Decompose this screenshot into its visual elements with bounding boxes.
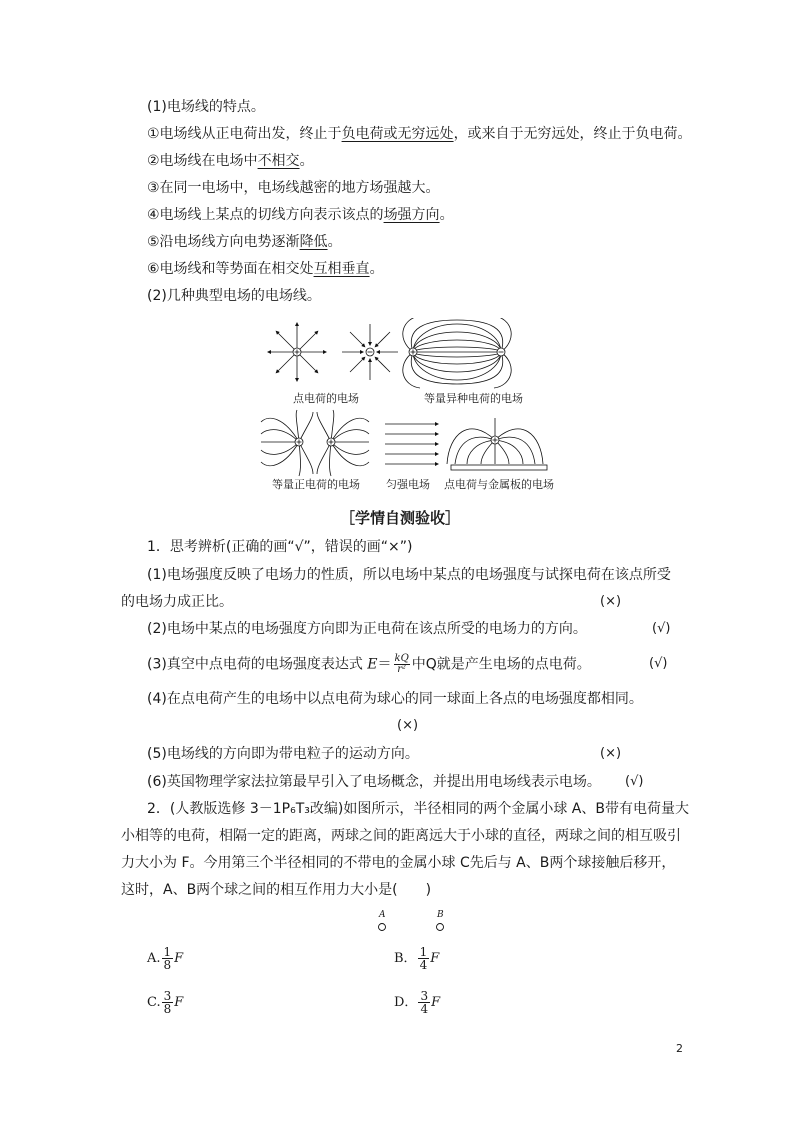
answer-mark: (×) <box>600 746 622 761</box>
page-number: 2 <box>676 1042 683 1055</box>
fraction-numerator: 1 <box>163 945 172 959</box>
question-text: 小相等的电荷，相隔一定的距离，两球之间的距离远大于小球的直径，两球之间的相互吸引 <box>121 828 681 844</box>
uniform-field-diagram <box>385 424 437 464</box>
item-text: ①电场线从正电荷出发，终止于 <box>147 126 342 142</box>
negative-charge-diagram <box>342 324 398 380</box>
item-text: 。 <box>439 207 454 223</box>
statement-text: (2)电场中某点的电场强度方向即为正电荷在该点所受的电场力的方向。 <box>147 621 587 637</box>
fraction-denominator: 4 <box>420 1002 429 1016</box>
item-text: ③在同一电场中，电场线越密的地方场强越大。 <box>147 180 440 196</box>
option-unit: F <box>174 995 184 1010</box>
question-text: 2．(人教版选修 3－1P₆T₃改编)如图所示，半径相同的两个金属小球 A、B带有电荷量大 <box>147 801 689 817</box>
underlined-answer: 负电荷或无穷远处 <box>341 126 454 142</box>
underlined-answer: 场强方向 <box>383 207 440 223</box>
fraction-denominator: 8 <box>163 1002 172 1016</box>
item-text: ②电场线在电场中 <box>147 153 258 169</box>
fraction-numerator: 3 <box>420 989 429 1003</box>
option-fraction <box>418 990 430 1015</box>
formula-fraction <box>394 654 410 675</box>
fraction-denominator: 4 <box>419 958 428 972</box>
feature-item <box>147 205 454 225</box>
caption-charge-plate: 点电荷与金属板的电场 <box>444 478 554 491</box>
underlined-answer: 降低 <box>299 234 328 250</box>
option-fraction <box>162 990 174 1015</box>
item-text: 。 <box>327 234 342 250</box>
formula-variable: E <box>367 656 378 673</box>
option-unit: F <box>174 951 184 966</box>
item-text: 。 <box>299 153 314 169</box>
ball-a-label: A <box>379 910 386 920</box>
answer-mark: (√) <box>649 656 668 671</box>
selftest-title: ［学情自测验收］ <box>340 509 461 527</box>
fraction-denominator: 8 <box>163 958 172 972</box>
item-text: ⑥电场线和等势面在相交处 <box>147 261 314 277</box>
caption-uniform-field: 匀强电场 <box>386 478 430 491</box>
answer-mark: (√) <box>625 774 644 789</box>
option-label: B． <box>394 951 417 966</box>
fraction-numerator: 3 <box>163 989 172 1003</box>
section-heading: (1)电场线的特点。 <box>147 99 265 115</box>
underlined-answer: 不相交 <box>257 153 300 169</box>
statement-text: (3)真空中点电荷的电场强度表达式 <box>147 656 368 673</box>
item-text: 。 <box>369 261 384 277</box>
unlike-charges-diagram <box>403 318 511 388</box>
fraction-numerator: 1 <box>419 945 428 959</box>
statement-text: 的电场力成正比。 <box>121 594 233 610</box>
option-a[interactable] <box>147 946 183 971</box>
item-text: ⑤沿电场线方向电势逐渐 <box>147 234 300 250</box>
feature-item <box>147 259 384 279</box>
statement-text: 中Q就是产生电场的点电荷。 <box>411 656 591 673</box>
option-unit: F <box>430 951 440 966</box>
ball-b-label: B <box>437 910 444 920</box>
question-text: 这时，A、B两个球之间的相互作用力大小是( ) <box>121 882 432 898</box>
fraction-numerator: kQ <box>394 653 409 664</box>
section-heading: (2)几种典型电场的电场线。 <box>147 288 321 304</box>
positive-charge-diagram <box>269 324 325 380</box>
statement-formula <box>147 654 591 675</box>
answer-mark: (×) <box>600 594 622 609</box>
option-b[interactable] <box>394 946 439 971</box>
ball-a <box>379 924 386 931</box>
caption-like-charges: 等量正电荷的电场 <box>272 478 360 491</box>
caption-unlike-charges: 等量异种电荷的电场 <box>424 392 523 405</box>
underlined-answer: 互相垂直 <box>313 261 370 277</box>
option-fraction <box>418 946 430 971</box>
feature-item <box>147 178 440 198</box>
field-lines-figure <box>255 318 565 498</box>
caption-point-charge: 点电荷的电场 <box>293 392 359 405</box>
answer-mark: (√) <box>652 621 671 636</box>
option-label: C. <box>147 995 161 1010</box>
option-fraction <box>162 946 174 971</box>
option-label: A. <box>147 951 161 966</box>
feature-item <box>147 124 692 144</box>
question-stem: 1．思考辨析(正确的画“√”，错误的画“×”) <box>147 539 413 555</box>
statement-text: (5)电场线的方向即为带电粒子的运动方向。 <box>147 746 419 762</box>
option-c[interactable] <box>147 990 183 1015</box>
like-charges-diagram <box>261 410 369 476</box>
ball-b <box>437 924 444 931</box>
option-d[interactable] <box>394 990 440 1015</box>
statement-text: (6)英国物理学家法拉第最早引入了电场概念，并提出用电场线表示电场。 <box>147 774 601 790</box>
statement-text: (1)电场强度反映了电场力的性质，所以电场中某点的电场强度与试探电荷在该点所受 <box>147 567 671 583</box>
item-text: ，或来自于无穷远处，终止于负电荷。 <box>453 126 692 142</box>
answer-mark: (×) <box>397 718 419 733</box>
item-text: ④电场线上某点的切线方向表示该点的 <box>147 207 384 223</box>
charge-plate-diagram <box>447 418 547 470</box>
statement-text: (4)在点电荷产生的电场中以点电荷为球心的同一球面上各点的电场强度都相同。 <box>147 691 643 707</box>
option-label: D． <box>394 995 418 1010</box>
question-text: 力大小为 F。今用第三个半径相同的不带电的金属小球 C先后与 A、B两个球接触后移开， <box>121 855 676 871</box>
balls-diagram <box>375 920 447 934</box>
feature-item <box>147 151 314 171</box>
fraction-denominator: r² <box>397 664 407 675</box>
formula-equals: ＝ <box>377 656 392 673</box>
option-unit: F <box>431 995 441 1010</box>
feature-item <box>147 232 342 252</box>
